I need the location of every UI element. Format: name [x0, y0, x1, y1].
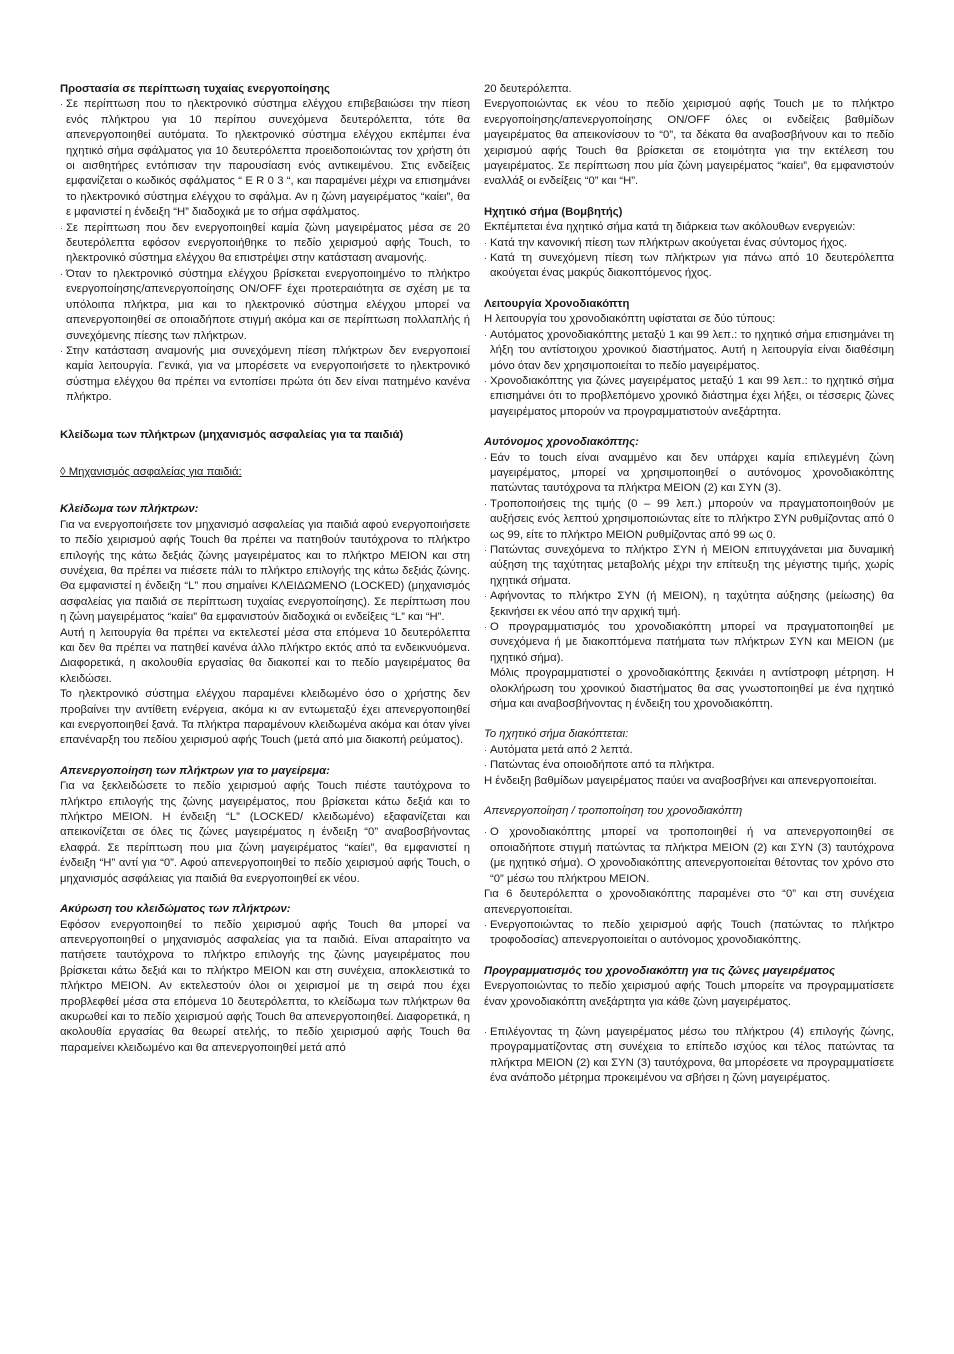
paragraph: Εκπέμπεται ένα ηχητικό σήμα κατά τη διάρκεια των ακόλουθων ενεργειών: [484, 221, 856, 234]
bullet: · [484, 375, 487, 386]
bullet: · [484, 237, 487, 248]
section-title-zone-timer-programming: Προγραμματισμός του χρονοδιακόπτη για τις ζώνες μαγειρέματος [484, 964, 836, 977]
paragraph: Η ένδειξη βαθμίδων μαγειρέματος παύει να αναβοσβήνει και απενεργοποιείται. [484, 774, 877, 787]
subsection-title-disable-modify-timer: Απενεργοποίηση / τροποποίηση του χρονοδιακόπτη [484, 805, 743, 818]
paragraph: Το ηλεκτρονικό σύστημα ελέγχου παραμένει κλειδωμένο όσο ο χρήστης δεν προβαίνει την αντίθετη ενέργεια, ακόμα κι αν εντωμεταξύ έχει απενεργοποιηθεί και ενεργοποιηθεί ξανά. Τα πλήκτρα παραμένουν κλειδωμένα ακόμα και όταν γίνει επανέναρξη του πεδίου χειρισμού αφής Touch (μετά από μια διακοπή ρεύματος). [60, 688, 470, 747]
bullet: · [484, 591, 487, 602]
bullet: · [484, 622, 487, 632]
paragraph: Για να ξεκλειδώσετε το πεδίο χειρισμού αφής Touch πιέστε ταυτόχρονα το πλήκτρο επιλογής της ζώνης μαγειρέματος, που βρίσκεται κάτω δεξιά και το πλήκτρο ΜΕΙΟΝ. Η ένδειξη “L” (LOCKED/ κλειδωμένο) εξαφανίζεται και απεικονίζεται σε όλες τις ζώνες μαγειρέματος η ένδειξη “0” αναβοσβήνοντας ελαφρά. Σε περίπτωση που μια ζώνη μαγειρέματος “καίει”, θα εμφανιστεί η ένδειξη “H” αντί για “0”. Αφού απενεργοποιηθεί το πεδίο χειρισμού αφής Touch, ο μηχανισμός ασφάλειας για παιδιά θα ενεργοποιηθεί εκ νέου. [60, 780, 470, 885]
right-column [484, 82, 894, 1087]
paragraph: Ενεργοποιώντας εκ νέου το πεδίο χειρισμού αφής Touch με το πλήκτρο ενεργοποίησης/απενεργοποίησης ON/OFF όλες οι ενδείξεις βαθμίδων μαγειρέματος θα απεικονίσουν το “0”, τα δέκατα θα αναβοσβήνουν και το πεδίο χειρισμού αφής Touch θα βρίσκεται σε ετοιμότητα για την εκτέλεση του μαγειρέματος. Σε περίπτωση που μία ζώνη μαγειρέματος “καίει”, θα εμφανιστούν εναλλάξ οι ενδείξεις “0” και “H”. [484, 98, 894, 188]
bullet: · [484, 253, 487, 264]
subsection-title-unlock-cooking: Απενεργοποίηση των πλήκτρων για το μαγείρεμα: [60, 764, 330, 777]
list-item: · Όταν το ηλεκτρονικό σύστημα ελέγχου βρίσκεται ενεργοποιημένο το πλήκτρο ενεργοποίησης/απενεργοποίησης ON/OFF έχει προτεραιότητα σε σχέση με τα υπόλοιπα πλήκτρα, μια και το ηλεκτρονικό σύστημα ελέγχου μπορεί να απενεργοποιηθεί σε οποιαδήποτε στιγμή ακόμα και σε περίπτωση πολλαπλής ή συνεχόμενης πίεσης των πλήκτρων. [60, 267, 470, 344]
list-item: · Πατώντας ένα οποιοδήποτε από τα πλήκτρα. [484, 758, 894, 773]
section-title-accidental-activation: Προστασία σε περίπτωση τυχαίας ενεργοποίησης [60, 83, 330, 95]
list-item: · Στην κατάσταση αναμονής μια συνεχόμενη πίεση πλήκτρων δεν ενεργοποιεί καμία λειτουργία. Γενικά, για να μπορέσετε να ενεργοποιήσετε το ηλεκτρονικό σύστημα ελέγχου θα πρέπει να εντοπίσει πρώτα ότι δεν είναι πατημένο κανένα πλήκτρο. [60, 344, 470, 406]
bullet: · [484, 827, 487, 838]
bullet: · [60, 99, 63, 110]
list-item: · Χρονοδιακόπτης για ζώνες μαγειρέματος μεταξύ 1 και 99 λεπ.: το ηχητικό σήμα επισημάνει ότι το προβλεπόμενο χρονικό διάστημα έχει λήξει, οι τέσσερις ζώνες μαγειρέματος μπορούν να προγραμματιστούν ανεξάρτητα. [484, 374, 894, 420]
list-item-continuation: Μόλις προγραμματιστεί ο χρονοδιακόπτης ξεκινάει η αντίστροφη μέτρηση. Η ολοκλήρωση του χρονικού διαστήματος θα σας γνωστοποιηθεί με ένα ηχητικό σήμα και αναβοσβήνοντας η ένδειξη του χρονοδιακόπτη. [490, 667, 894, 711]
paragraph: 20 δευτερόλεπτα. [484, 83, 572, 95]
paragraph: Για 6 δευτερόλεπτα ο χρονοδιακόπτης παραμένει στο “0” και στη συνέχεια απενεργοποιείται. [484, 888, 894, 916]
paragraph: Ενεργοποιώντας το πεδίο χειρισμού αφής Touch μπορείτε να προγραμματίσετε έναν χρονοδιακόπτη ανεξάρτητα για κάθε ζώνη μαγειρέματος. [484, 980, 894, 1008]
bullet: · [484, 329, 487, 340]
paragraph: Η λειτουργία του χρονοδιακόπτη υφίσταται σε δύο τύπους: [484, 313, 776, 326]
subsection-title-signal-stops: Το ηχητικό σήμα διακόπτεται: [484, 728, 629, 741]
list-item: · Σε περίπτωση που το ηλεκτρονικό σύστημα ελέγχου επιβεβαιώσει την πίεση ενός πλήκτρου για 10 περίπου συνεχόμενα δευτερόλεπτα, τότε θα απενεργοποιηθεί αυτόματα. Το ηλεκτρονικό σύστημα ελέγχου εκπέμπει ένα ηχητικό σήμα σφάλματος για 10 δευτερόλεπτα προειδοποιώντας τον χρήστη ότι οι αισθητήρες εντόπισαν την παρουσίαση ενός αντικειμένου. Στις ενδείξεις εμφανίζεται ο κωδικός σφάλματος “ E R 0 3 “, και παραμένει μέχρι να επισημάνει το ηλεκτρονικό σύστημα ελέγχου το σφάλμα. Αν η ζώνη μαγειρέματος “καίει”, θα ε μφανιστεί η ένδειξη “H” διαδοχικά με το σήμα σφάλματος. [60, 97, 470, 220]
list-item: · Κατά την κανονική πίεση των πλήκτρων ακούγεται ένας σύντομος ήχος. [484, 236, 894, 251]
subsection-title-cancel-lock: Ακύρωση του κλειδώματος των πλήκτρων: [60, 903, 291, 916]
manual-page [60, 82, 894, 1087]
paragraph: Αυτή η λειτουργία θα πρέπει να εκτελεστεί μέσα στα επόμενα 10 δευτερόλεπτα και δεν θα πρέπει να πατηθεί κανένα άλλο πλήκτρο εκτός από τα ενδεικνυόμενα. Διαφορετικά, η ακολουθία εργασίας θα διακοπεί και το πεδίο μαγειρέματος θα κλειδώσει. [60, 626, 470, 685]
list-item: · Εάν το touch είναι αναμμένο και δεν υπάρχει καμία επιλεγμένη ζώνη μαγειρέματος, μπορεί να χρησιμοποιηθεί ο αυτόνομος χρονοδιακόπτης πατώντας ταυτόχρονα τα πλήκτρα ΜΕΙΟΝ (2) και ΣΥΝ (3). [484, 451, 894, 497]
bullet: · [484, 498, 487, 509]
bullet: · [484, 744, 487, 755]
bullet: · [484, 452, 487, 463]
list-item: · Τροποποιήσεις της τιμής (0 – 99 λεπ.) μπορούν να πραγματοποιηθούν με αυξήσεις ενός λεπτού χρησιμοποιώντας είτε το πλήκτρο ΣΥΝ ρυθμίζοντας από 0 ως 99, είτε το πλήκτρο ΜΕΙΟΝ ρυθμίζοντας από 99 ως 0. [484, 497, 894, 543]
paragraph: Για να ενεργοποιήσετε τον μηχανισμό ασφαλείας για παιδιά αφού ενεργοποιήσετε το πεδίο χειρισμού αφής Touch θα πρέπει να πατηθούν ταυτόχρονα το πλήκτρο επιλογής της κάτω δεξιάς ζώνης μαγειρέματος και το πλήκτρο ΜΕΙΟΝ και στη συνέχεια, θα πρέπει να πιέσετε πάλι το πλήκτρο επιλογής της κάτω δεξιάς ζώνης. Θα εμφανιστεί η ένδειξη “L” που σημαίνει ΚΛΕΙΔΩΜΕΝΟ (LOCKED) (μηχανισμός ασφαλείας για παιδιά σε περίπτωση τυχαίας ενεργοποίησης). Σε περίπτωση που η ζώνη μαγειρέματος “καίει” θα εμφανιστούν διαδοχικά οι ενδείξεις “L” και “H”. [60, 518, 470, 624]
subsection-title-standalone-timer: Αυτόνομος χρονοδιακόπτης: [484, 436, 639, 449]
list-item: · Αυτόματα μετά από 2 λεπτά. [484, 743, 894, 758]
bullet: · [484, 919, 487, 930]
bullet: · [484, 544, 487, 555]
paragraph: Εφόσον ενεργοποιηθεί το πεδίο χειρισμού αφής Touch θα μπορεί να απενεργοποιηθεί ο μηχανισμός ασφαλείας για τα παιδιά. Είναι απαραίτητο να πατήσετε ταυτόχρονα το πλήκτρο επιλογής της ζώνης μαγειρέματος που βρίσκεται κάτω δεξιά και το πλήκτρο ΜΕΙΟΝ και στη συνέχεια, αποκλειστικά το πλήκτρο ΜΕΙΟΝ. Αν εκτελεστούν όλοι οι χειρισμοί με τη σειρά που έχει προβλεφθεί μέσα στα επόμενα 10 δευτερόλεπτα, το κλείδωμα των πλήκτρων θα ακυρωθεί και το πεδίο χειρισμού αφής Touch θα απενεργοποιηθεί. Διαφορετικά, η ακολουθία εργασίας θα θεωρεί ατελής, το πεδίο χειρισμού αφής Touch θα παραμείνει κλειδωμένο και θα απενεργοποιηθεί μετά από [60, 918, 470, 1054]
section-title-buzzer: Ηχητικό σήμα (Βομβητής) [484, 205, 623, 218]
left-column [60, 82, 470, 1087]
list-item: · Ενεργοποιώντας το πεδίο χειρισμού αφής Touch (πατώντας το πλήκτρο τροφοδοσίας) απενεργοποιείται ο αυτόνομος χρονοδιακόπτης. [484, 918, 894, 949]
section-title-key-lock: Κλείδωμα των πλήκτρων (μηχανισμός ασφαλείας για τα παιδιά) [60, 428, 404, 441]
list-item: · Κατά τη συνεχόμενη πίεση των πλήκτρων για πάνω από 10 δευτερόλεπτα ακούγεται ένας μακρύς διακοπτόμενος ήχος. [484, 251, 894, 282]
subsection-child-safety: ◊ Μηχανισμός ασφαλείας για παιδιά: [60, 465, 242, 478]
bullet: · [60, 222, 63, 233]
list-item: · Ο χρονοδιακόπτης μπορεί να τροποποιηθεί ή να απενεργοποιηθεί σε οποιαδήποτε στιγμή πατώντας τα πλήκτρα ΜΕΙΟΝ (2) και ΣΥΝ (3) ταυτόχρονα (με ηχητικό σήμα). Ο χρονοδιακόπτης απενεργοποιείται θέτοντας τον χρόνο στο “0” μέσω του πλήκτρου ΜΕΙΟΝ. [484, 825, 894, 887]
list-item: · Επιλέγοντας τη ζώνη μαγειρέματος μέσω του πλήκτρου (4) επιλογής ζώνης, προγραμματίζοντας στη συνέχεια το επίπεδο ισχύος και τέλος πατώντας τα πλήκτρα ΜΕΙΟΝ (2) και ΣΥΝ (3) ταυτόχρονα, θα μπορέσετε να προγραμματίσετε ένα ανάποδο μέτρημα προκειμένου να σβήσει η ζώνη μαγειρέματος. [484, 1025, 894, 1087]
list-item: · Ο προγραμματισμός του χρονοδιακόπτη μπορεί να πραγματοποιηθεί με συνεχόμενα ή με διακοπτόμενα πατήματα των πλήκτρων ΣΥΝ και ΜΕΙΟΝ (με ηχητικό σήμα). [484, 620, 894, 666]
list-item: · Σε περίπτωση που δεν ενεργοποιηθεί καμία ζώνη μαγειρέματος μέσα σε 20 δευτερόλεπτα εφόσον ενεργοποιήθηκε το πεδίο χειρισμού αφής Touch, το ηλεκτρονικό σύστημα ελέγχου θα επιστρέψει στην κατάσταση αναμονής. [60, 221, 470, 267]
list-item: · Πατώντας συνεχόμενα το πλήκτρο ΣΥΝ ή ΜΕΙΟΝ επιτυγχάνεται μια δυναμική αύξηση της ταχύτητας μεταβολής μέχρι την επίτευξη της μέγιστης τιμής, χωρίς ηχητικά σήματα. [484, 543, 894, 589]
bullet: · [60, 268, 63, 279]
section-title-timer-function: Λειτουργία Χρονοδιακόπτη [484, 297, 630, 310]
bullet: · [484, 1026, 487, 1037]
list-item: · Αυτόματος χρονοδιακόπτης μεταξύ 1 και 99 λεπ.: το ηχητικό σήμα επισημάνει τη λήξη του αντίστοιχου χρονικού διαστήματος. Αυτή η λειτουργία είναι διαθέσιμη μόνο όταν δεν χρησιμοποιείται το πεδίο μαγειρέματος. [484, 328, 894, 374]
list-item: · Αφήνοντας το πλήκτρο ΣΥΝ (ή ΜΕΙΟΝ), η ταχύτητα αύξησης (μείωσης) θα ξεκινήσει εκ νέου από την αρχική τιμή. [484, 589, 894, 620]
subsection-title-lock-keys: Κλείδωμα των πλήκτρων: [60, 503, 199, 516]
bullet: · [60, 345, 63, 356]
bullet: · [484, 760, 487, 771]
